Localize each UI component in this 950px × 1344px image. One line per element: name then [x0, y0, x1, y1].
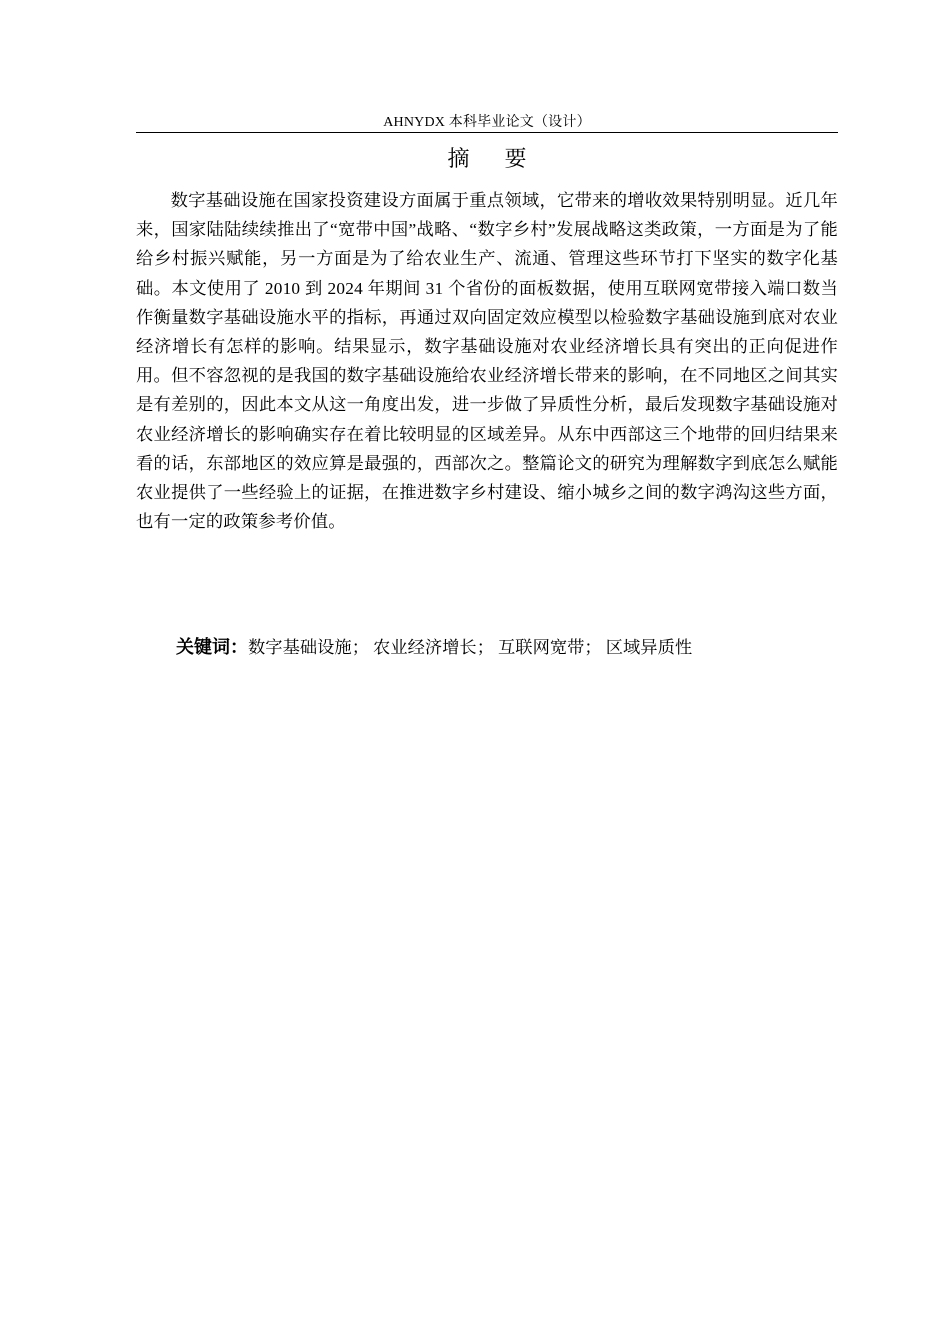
abstract-body: 数字基础设施在国家投资建设方面属于重点领域，它带来的增收效果特别明显。近几年来，国家陆陆续续推出了“宽带中国”战略、“数字乡村”发展战略这类政策，一方面是为了能给乡村振兴赋能，另一方面是为了给农业生产、流通、管理这些环节打下坚实的数字化基础。本文使用了 2010 到 2024 年期间 31 个省份的面板数据，使用互联网宽带接入端口数当作衡量数字基础设施水平的指标，再通过双向固定效应模型以检验数字基础设施到底对农业经济增长有怎样的影响。结果显示，数字基础设施对农业经济增长具有突出的正向促进作用。但不容忽视的是我国的数字基础设施给农业经济增长带来的影响，在不同地区之间其实是有差别的，因此本文从这一角度出发，进一步做了异质性分析，最后发现数字基础设施对农业经济增长的影响确实存在着比较明显的区域差异。从东中西部这三个地带的回归结果来看的话，东部地区的效应算是最强的，西部次之。整篇论文的研究为理解数字到底怎么赋能农业提供了一些经验上的证据，在推进数字乡村建设、缩小城乡之间的数字鸿沟这些方面，也有一定的政策参考价值。 — [136, 191, 838, 532]
keyword-item: 农业经济增长 — [373, 638, 477, 657]
keywords-line — [176, 634, 838, 662]
keyword-item: 区域异质性 — [605, 638, 693, 657]
header-rule — [136, 132, 838, 133]
keyword-separator: ； — [351, 638, 369, 657]
abstract-title: 摘 要 — [447, 147, 541, 172]
keyword-separator: ； — [584, 638, 602, 657]
keyword-item: 互联网宽带 — [498, 638, 585, 657]
keyword-item: 数字基础设施 — [248, 638, 352, 657]
running-header: AHNYDX 本科毕业论文（设计） — [383, 115, 591, 130]
keyword-separator: ； — [476, 638, 494, 657]
keywords-label: 关键词： — [176, 637, 248, 658]
